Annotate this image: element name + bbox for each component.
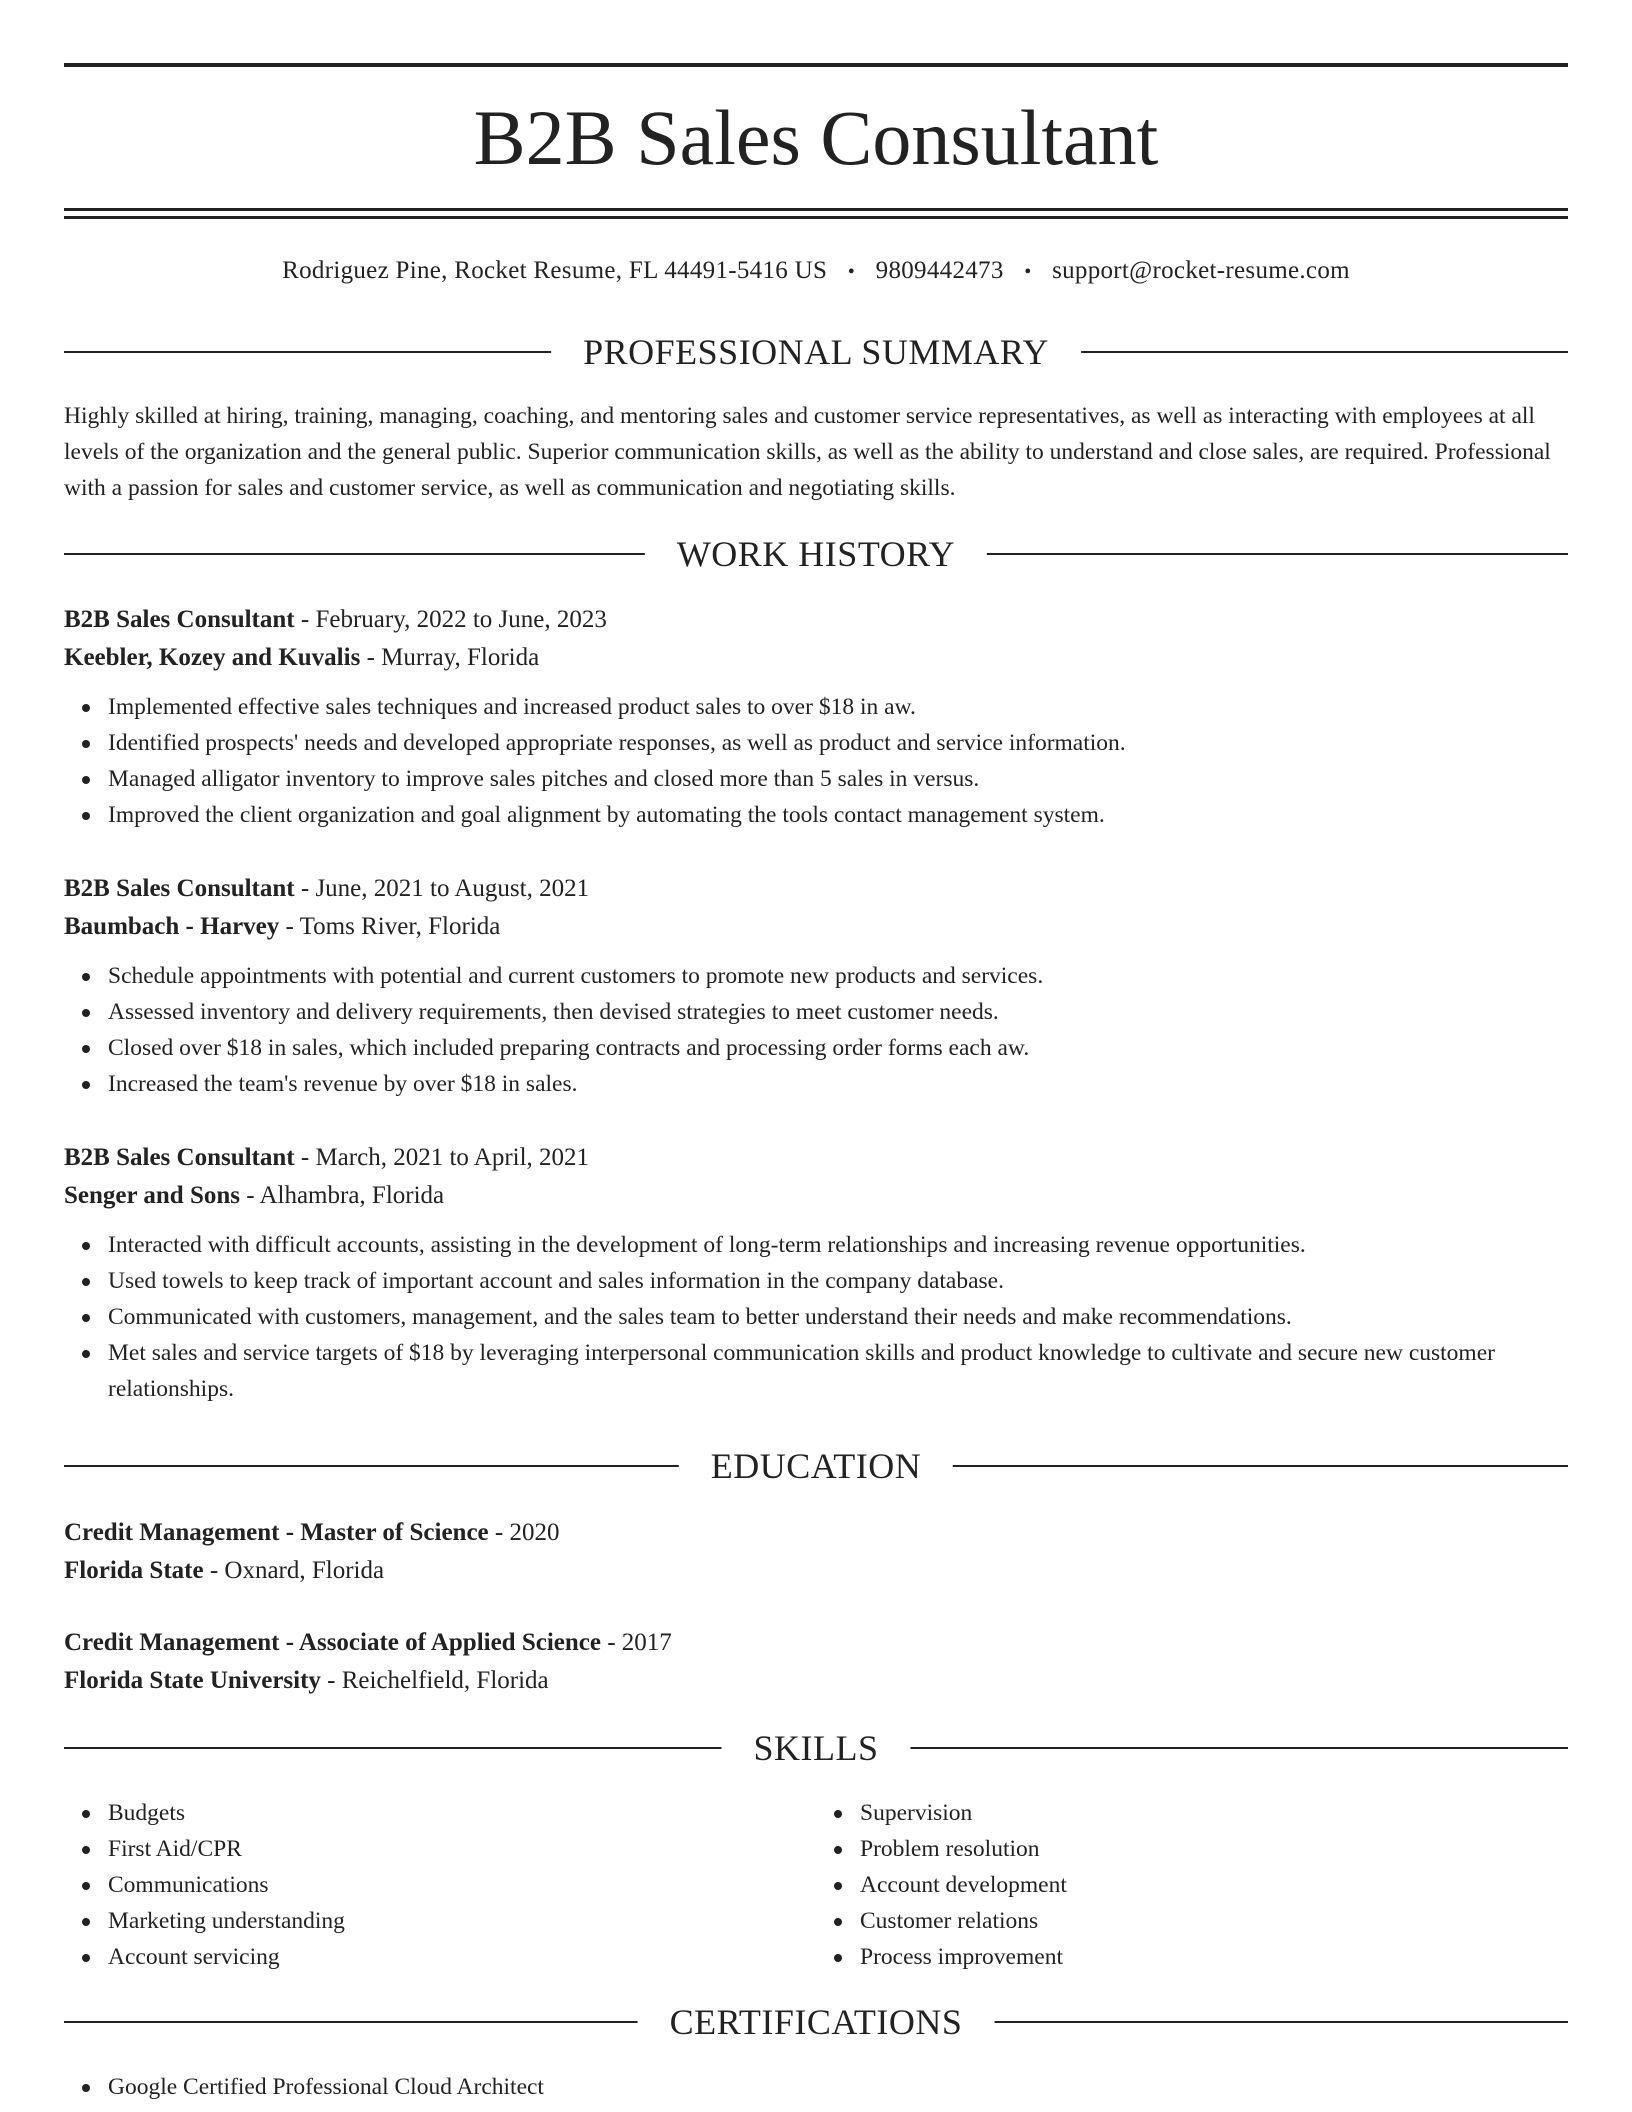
list-item: Identified prospects' needs and developed appropriate responses, as well as product and service information. <box>108 725 1568 761</box>
job-bullets <box>64 1227 1568 1407</box>
education-degree-line <box>64 1514 1568 1552</box>
education-school-line <box>64 1552 1568 1590</box>
contact-line <box>64 253 1568 290</box>
list-item: Interacted with difficult accounts, assisting in the development of long-term relationships and increasing revenue opportunities. <box>108 1227 1568 1263</box>
summary-text: Highly skilled at hiring, training, managing, coaching, and mentoring sales and customer service representatives, as well as interacting with employees at all levels of the organization and the general public. Superior communication skills, as well as the ability to understand and close sales, are required. Professional with a passion for sales and customer service, as well as communication and negotiating skills. <box>64 403 1551 501</box>
list-item: Communicated with customers, management, and the sales team to better understand their needs and make recommendations. <box>108 1299 1568 1335</box>
job-dates: - February, 2022 to June, 2023 <box>294 606 607 633</box>
job-entry <box>64 601 1568 833</box>
job-dates: - June, 2021 to August, 2021 <box>294 875 590 902</box>
job-title: B2B Sales Consultant <box>64 606 295 633</box>
skill-item: Account development <box>860 1867 1568 1903</box>
list-item: Closed over $18 in sales, which included preparing contracts and processing order forms each aw. <box>108 1030 1568 1066</box>
education-school: Florida State University <box>64 1667 321 1694</box>
education-year: - 2020 <box>488 1519 560 1546</box>
job-bullets <box>64 689 1568 833</box>
header-top-rule <box>64 63 1568 67</box>
skills-columns <box>64 1795 1568 1975</box>
job-company-line <box>64 639 1568 677</box>
section-title-education: EDUCATION <box>679 1442 953 1490</box>
list-item: Improved the client organization and goal alignment by automating the tools contact management system. <box>108 797 1568 833</box>
section-header-work <box>64 530 1568 578</box>
contact-separator: • <box>847 261 856 283</box>
job-location: - Alhambra, Florida <box>240 1182 445 1209</box>
section-title-certifications: CERTIFICATIONS <box>638 1998 995 2046</box>
list-item: Met sales and service targets of $18 by leveraging interpersonal communication skills and product knowledge to cultivate and secure new customer relationships. <box>108 1335 1568 1407</box>
certification-item: Google Certified Professional Cloud Architect <box>108 2069 1568 2105</box>
list-item: Used towels to keep track of important account and sales information in the company database. <box>108 1263 1568 1299</box>
section-header-education <box>64 1442 1568 1490</box>
education-degree: Credit Management - Associate of Applied Science <box>64 1629 601 1656</box>
skill-item: First Aid/CPR <box>108 1831 816 1867</box>
skill-item: Budgets <box>108 1795 816 1831</box>
education-entry <box>64 1514 1568 1590</box>
certifications-list <box>64 2069 1568 2105</box>
skills-list-left <box>64 1795 816 1975</box>
job-entry <box>64 1139 1568 1407</box>
certifications-list-wrap <box>64 2069 1568 2105</box>
skill-item: Problem resolution <box>860 1831 1568 1867</box>
contact-separator: • <box>1024 261 1032 283</box>
list-item: Increased the team's revenue by over $18 in sales. <box>108 1066 1568 1102</box>
education-location: - Oxnard, Florida <box>203 1557 385 1584</box>
contact-email: support@rocket-resume.com <box>1052 257 1350 284</box>
job-title-line <box>64 870 1568 908</box>
skill-item: Process improvement <box>860 1939 1568 1975</box>
job-bullets <box>64 958 1568 1102</box>
job-title-line <box>64 1139 1568 1177</box>
section-title-work: WORK HISTORY <box>645 530 987 578</box>
header-double-rule-top <box>64 208 1568 211</box>
job-title: B2B Sales Consultant <box>64 875 295 902</box>
section-title-skills: SKILLS <box>721 1724 910 1772</box>
job-title: B2B Sales Consultant <box>64 1144 295 1171</box>
section-header-skills <box>64 1724 1568 1772</box>
skill-item: Communications <box>108 1867 816 1903</box>
skill-item: Supervision <box>860 1795 1568 1831</box>
header-double-rule-bottom <box>64 216 1568 219</box>
skill-item: Account servicing <box>108 1939 816 1975</box>
job-company: Senger and Sons <box>64 1182 240 1209</box>
list-item: Implemented effective sales techniques and increased product sales to over $18 in aw. <box>108 689 1568 725</box>
list-item: Assessed inventory and delivery requirements, then devised strategies to meet customer needs. <box>108 994 1568 1030</box>
job-title-line <box>64 601 1568 639</box>
job-company: Keebler, Kozey and Kuvalis <box>64 644 361 671</box>
contact-phone: 9809442473 <box>875 257 1004 284</box>
list-item: Managed alligator inventory to improve sales pitches and closed more than 5 sales in versus. <box>108 761 1568 797</box>
section-title-summary: PROFESSIONAL SUMMARY <box>551 328 1081 376</box>
skill-item: Customer relations <box>860 1903 1568 1939</box>
education-location: - Reichelfield, Florida <box>320 1667 549 1694</box>
job-company-line <box>64 908 1568 946</box>
skills-list-right <box>816 1795 1568 1975</box>
resume-title: B2B Sales Consultant <box>473 94 1159 181</box>
contact-address: Rodriguez Pine, Rocket Resume, FL 44491-5416 US <box>282 257 828 284</box>
section-header-summary <box>64 328 1568 376</box>
education-degree: Credit Management - Master of Science <box>64 1519 489 1546</box>
job-location: - Murray, Florida <box>360 644 540 671</box>
skill-item: Marketing understanding <box>108 1903 816 1939</box>
job-entry <box>64 870 1568 1102</box>
list-item: Schedule appointments with potential and current customers to promote new products and services. <box>108 958 1568 994</box>
education-school-line <box>64 1662 1568 1700</box>
job-company: Baumbach - Harvey <box>64 913 280 940</box>
education-degree-line <box>64 1624 1568 1662</box>
job-location: - Toms River, Florida <box>279 913 501 940</box>
education-school: Florida State <box>64 1557 204 1584</box>
section-header-certifications <box>64 1998 1568 2046</box>
education-year: - 2017 <box>600 1629 672 1656</box>
education-entry <box>64 1624 1568 1700</box>
job-dates: - March, 2021 to April, 2021 <box>294 1144 590 1171</box>
job-company-line <box>64 1177 1568 1215</box>
